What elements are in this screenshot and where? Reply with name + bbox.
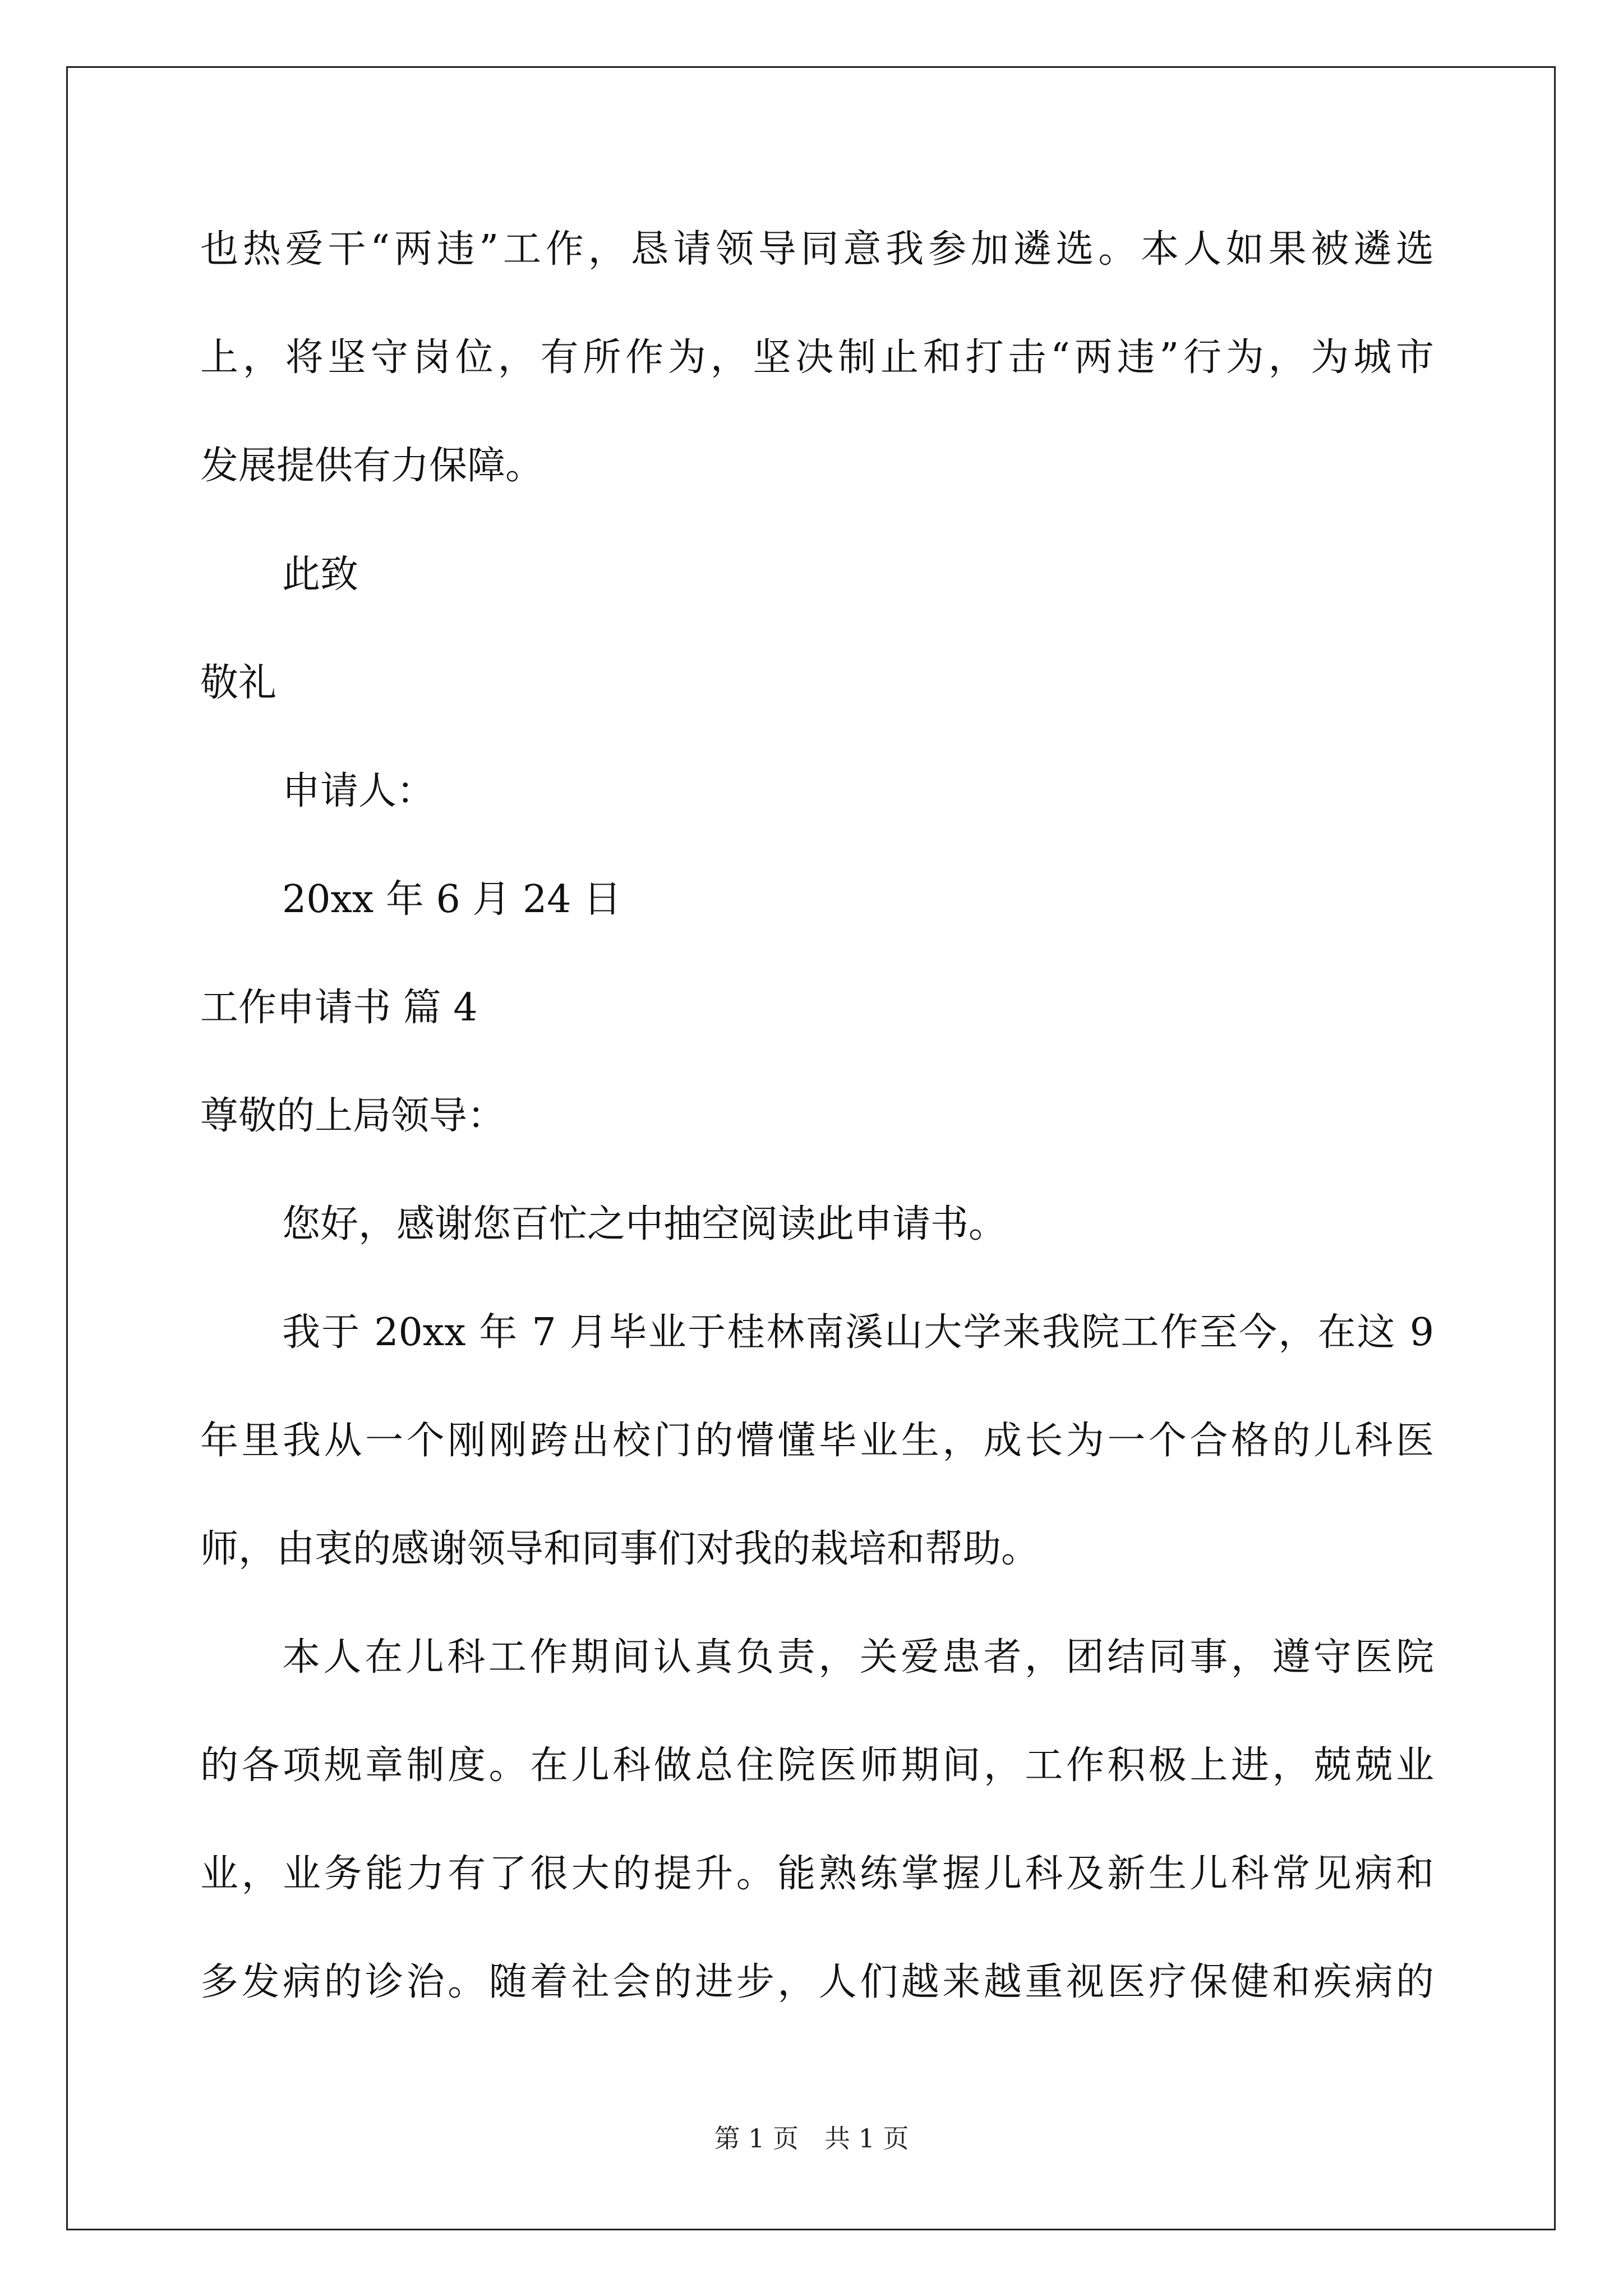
closing-salutation: 此致 xyxy=(282,553,359,597)
paragraph-line: 年里我从一个刚刚跨出校门的懵懂毕业生，成长为一个合格的儿科医 xyxy=(200,1419,1434,1463)
letter-date: 20xx 年 6 月 24 日 xyxy=(282,877,622,922)
page-border xyxy=(66,66,1556,2230)
letter-greeting: 尊敬的上局领导： xyxy=(200,1094,506,1138)
paragraph-line: 多发病的诊治。随着社会的进步，人们越来越重视医疗保健和疾病的 xyxy=(200,1960,1434,2004)
paragraph-line: 业，业务能力有了很大的提升。能熟练掌握儿科及新生儿科常见病和 xyxy=(200,1852,1434,1896)
paragraph-line: 本人在儿科工作期间认真负责，关爱患者，团结同事，遵守医院 xyxy=(282,1635,1434,1680)
page-footer: 第 1 页 共 1 页 xyxy=(714,2123,909,2154)
paragraph-line: 上，将坚守岗位，有所作为，坚决制止和打击“两违”行为，为城市 xyxy=(200,335,1434,380)
paragraph-line: 也热爱干“两违”工作，恳请领导同意我参加遴选。本人如果被遴选 xyxy=(200,227,1434,272)
paragraph-line: 发展提供有力保障。 xyxy=(200,444,544,488)
section-heading: 工作申请书 篇 4 xyxy=(200,986,478,1030)
paragraph-line: 您好，感谢您百忙之中抽空阅读此申请书。 xyxy=(282,1202,1007,1246)
paragraph-line: 的各项规章制度。在儿科做总住院医师期间，工作积极上进，兢兢业 xyxy=(200,1743,1434,1788)
applicant-label: 申请人： xyxy=(282,769,435,813)
closing-regards: 敬礼 xyxy=(200,661,277,705)
paragraph-line: 我于 20xx 年 7 月毕业于桂林南溪山大学来我院工作至今，在这 9 xyxy=(282,1310,1434,1355)
paragraph-line: 师，由衷的感谢领导和同事们对我的栽培和帮助。 xyxy=(200,1527,1040,1571)
